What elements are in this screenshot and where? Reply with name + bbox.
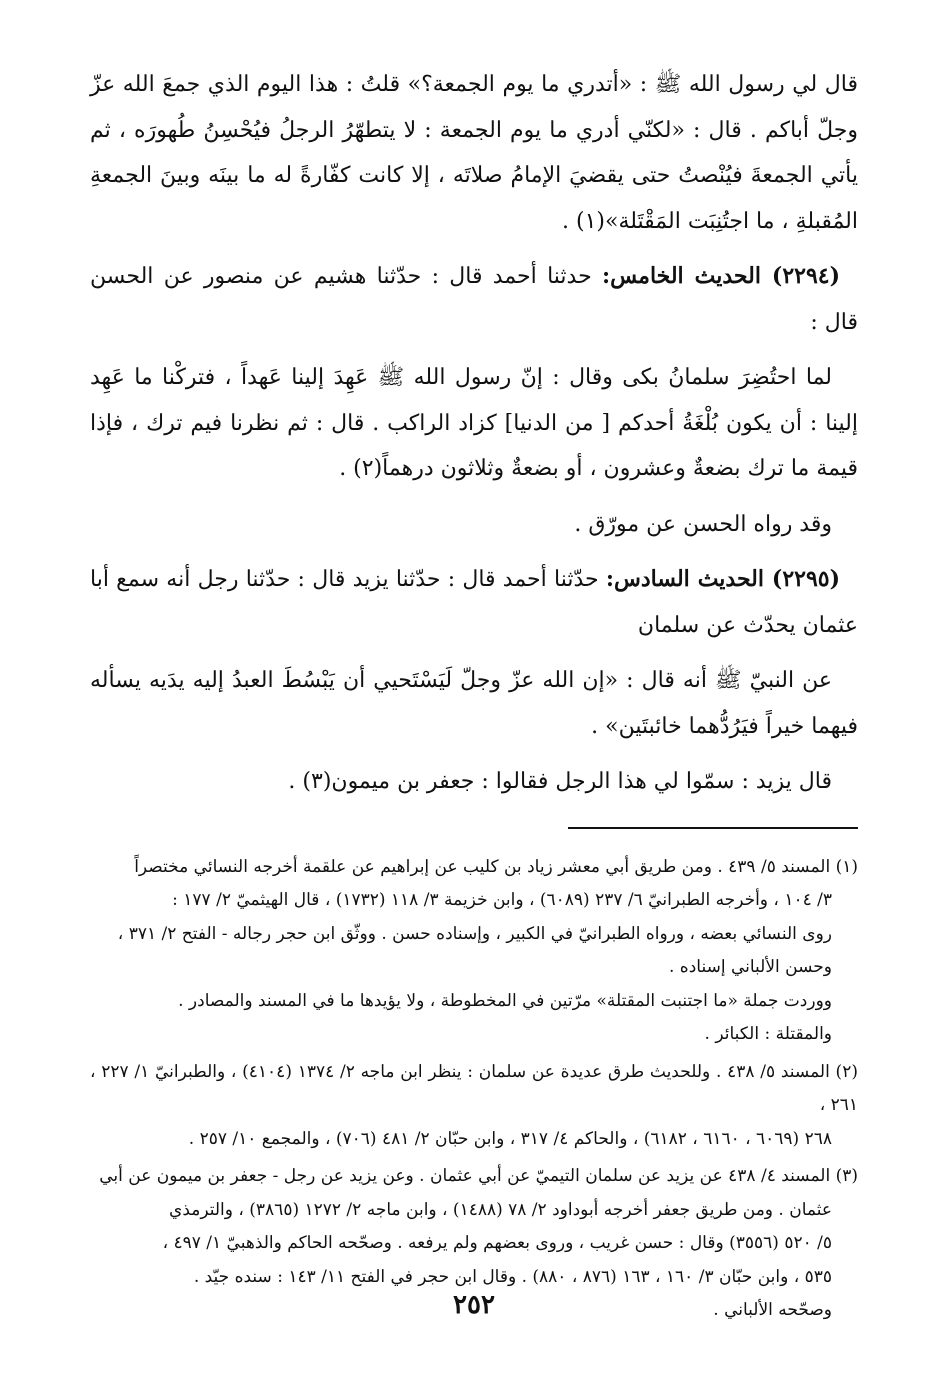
footnotes — [90, 851, 858, 1328]
hadith-heading: (٢٢٩٥) الحديث السادس: — [605, 566, 840, 592]
footnote-line: ٥٣٥ ، وابن حبّان ٣/ ١٦٠ ، ١٦٣ (٨٧٦ ، ٨٨٠) . وقال ابن حجر في الفتح ١١/ ١٤٣ : سنده جيّد . — [193, 1266, 832, 1287]
text-line: وقد رواه الحسن عن مورّق . — [574, 511, 832, 537]
text-line: لما احتُضِرَ سلمانُ بكى وقال : إنّ رسول الله ﷺ عَهِدَ إلينا عَهداً ، فتركْنا ما عَهِد — [90, 365, 832, 390]
footnote-line: (٣) المسند ٤/ ٤٣٨ عن يزيد عن سلمان التيميّ عن أبي عثمان . وعن يزيد عن رجل - جعفر بن ميمون عن أبي — [99, 1166, 858, 1186]
footnote-line: وحسن الألباني إسناده . — [668, 957, 832, 977]
hadith-paragraph — [90, 62, 858, 244]
text-line: حدّثنا أحمد قال : حدّثنا يزيد قال : حدّثنا رجل أنه — [166, 567, 606, 592]
footnote-line: (١) المسند ٥/ ٤٣٩ . ومن طريق أبي معشر زياد بن كليب عن إبراهيم عن علقمة أخرجه النسائي مختصراً — [134, 856, 858, 877]
text-line: فيهما خيراً فيَرُدُّهما خائبتَين» . — [591, 713, 858, 739]
text-line: وجلّ أباكم . قال : «لكنّي أدري ما يوم الجمعة : لا يتطهّرُ الرجلُ فيُحْسِنُ طُهورَه ، ثم يأتي — [90, 117, 858, 188]
footnote-line: ٢٦٨ (٦٠٦٩ ، ٦١٦٠ ، ٦١٨٢) ، والحاكم ٤/ ٣١٧ ، وابن حبّان ٢/ ٤٨١ (٧٠٦) ، والمجمع ١٠/ ٢٥٧ . — [188, 1128, 832, 1149]
text-line: إلينا : أن يكون بُلْغَةُ أحدكم [ من الدنيا] كزاد الراكب . قال : ثم نظرنا فيم ترك ، فإذا قيمة — [90, 410, 858, 481]
footnote-line: والمقتلة : الكبائر . — [704, 1024, 832, 1044]
hadith-heading-paragraph — [90, 557, 858, 648]
text-line: سمع أبا عثمان يحدّث عن سلمان — [90, 567, 858, 638]
hadith-heading-paragraph — [90, 254, 858, 345]
footnote-line: ٥/ ٥٢٠ (٣٥٥٦) وقال : حسن غريب ، وروى بعضهم ولم يرفعه . وصحّحه الحاكم والذهبيّ ١/ ٤٩٧ ، — [162, 1233, 832, 1253]
footnote-line: عثمان . ومن طريق جعفر أخرجه أبوداود ٢/ ٧٨ (١٤٨٨) ، وابن ماجه ٢/ ١٢٧٢ (٣٨٦٥) ، والترمذي — [169, 1199, 832, 1220]
text-line: عن النبيّ ﷺ أنه قال : «إن الله عزّ وجلّ لَيَسْتَحيي أن يَبْسُطَ العبدُ إليه يدَيه يسأله — [90, 668, 832, 693]
text-line: المُقبلةِ ، ما اجتُنِبَت المَقْتَلة»(١) . — [562, 208, 858, 234]
text-line: قال لي رسول الله ﷺ : «أتدري ما يوم الجمعة؟» قلتُ : هذا اليوم الذي جمعَ الله عزّ — [90, 72, 858, 97]
page-number: ٢٥٢ — [453, 1290, 495, 1320]
narration-note — [90, 502, 858, 548]
text-line: قال يزيد : سمّوا لي هذا الرجل فقالوا : جعفر بن ميمون(٣) . — [288, 769, 832, 794]
text-line: الجمعةَ فيُنْصتُ حتى يقضيَ الإمامُ صلاتَه ، إلا كانت كفّارةً له ما بينَه وبينَ الجمعةِ — [90, 163, 813, 188]
text-line: حدثنا أحمد قال : حدّثنا هشيم عن منصور عن الحسن قال : — [90, 264, 858, 335]
footnote-line: ووردت جملة «ما اجتنبت المقتلة» مرّتين في المخطوطة ، ولا يؤيدها ما في المسند والمصادر . — [178, 990, 832, 1011]
hadith-paragraph — [90, 355, 858, 492]
footnote-separator — [568, 827, 858, 829]
main-text — [90, 62, 858, 805]
text-line: ما ترك بضعةٌ وعشرون ، أو بضعةٌ وثلاثون درهماً(٢) . — [339, 456, 810, 481]
footnote-line: وصحّحه الألباني . — [713, 1300, 832, 1320]
footnote-line: روى النسائي بعضه ، ورواه الطبرانيّ في الكبير ، وإسناده حسن . ووثّق ابن حجر رجاله - الفتح ٢/ ٣٧١ ، — [117, 923, 832, 944]
footnote-line: (٢) المسند ٥/ ٤٣٨ . وللحديث طرق عديدة عن سلمان : ينظر ابن ماجه ٢/ ١٣٧٤ (٤١٠٤) ، والطبرانيّ ١/ ٢٢٧ ، ٢٦١ ، — [90, 1061, 858, 1115]
narration-note — [90, 759, 858, 805]
hadith-heading: (٢٢٩٤) الحديث الخامس: — [602, 263, 840, 289]
hadith-paragraph — [90, 658, 858, 749]
footnote-2 — [90, 1056, 858, 1157]
footnote-1 — [90, 851, 858, 1052]
footnote-line: ٣/ ١٠٤ ، وأخرجه الطبرانيّ ٦/ ٢٣٧ (٦٠٨٩) ، وابن خزيمة ٣/ ١١٨ (١٧٣٢) ، قال الهيثميّ ٢/ ١٧٧ : — [172, 890, 832, 910]
